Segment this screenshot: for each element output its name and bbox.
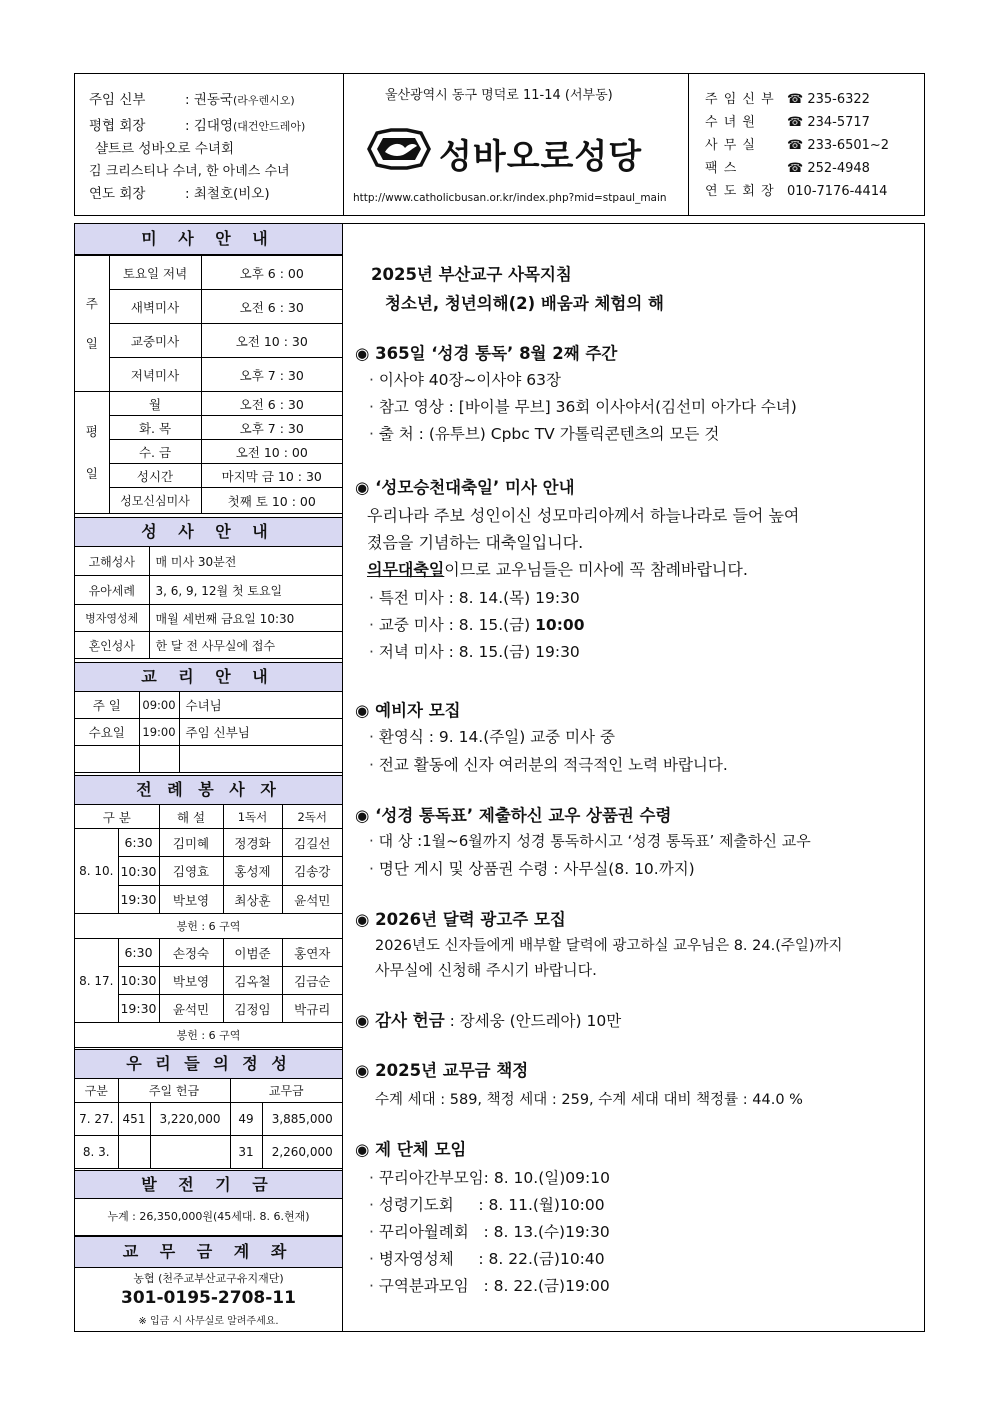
sacrament-table: 고해성사 매 미사 30분전 유아세례 3, 6, 9, 12월 첫 토요일 병자영성체 매월 세번째 금요일 10:30 혼인성사 한 달 전 사무실에 접수	[75, 546, 342, 659]
mass-time: 오전 10 : 30	[201, 324, 342, 358]
sisters-names: 김 크리스티나 수녀, 한 아녜스 수녀	[89, 164, 290, 179]
group-meeting: · 꾸리아간부모임: 8. 10.(일)09:10	[369, 1169, 610, 1187]
info-sidebar	[74, 223, 343, 1332]
mass-name: 교중미사	[109, 324, 201, 358]
ministers-table: 구 분 해 설 1독서 2독서 8. 10. 6:30 김미혜 정경화 김길선 10:30 김영효 홍성제 김송강 19:30 박보영 최상훈 윤석민 봉헌 : 6 구역 8. 17. 6:30 손정숙 이범준 홍연자 10:30 박보영 김옥철 김금순 19:30 윤석민 김정임 박규리 봉헌 : 6 구역	[75, 804, 342, 1048]
elder-label: 연도 회장	[89, 186, 146, 202]
announcements	[343, 223, 925, 1332]
bible-line: · 출 처 : (유투브) Cpbc TV 가톨릭콘텐츠의 모든 것	[369, 425, 720, 443]
offering-district: 봉헌 : 6 구역	[75, 914, 342, 939]
calendar-heading: ◉ 2026년 달력 광고주 모집	[355, 910, 566, 929]
mass-name: 성시간	[109, 464, 201, 488]
catechumen-heading: ◉ 예비자 모집	[355, 701, 461, 720]
account-bank: 농협 (천주교부산교구유지재단)	[133, 1272, 284, 1285]
ministers-section-title: 전 례 봉 사 자	[75, 775, 342, 805]
colon: :	[185, 186, 190, 202]
weekday-label: 평 일	[75, 392, 109, 514]
group-meeting: · 성령기도회 : 8. 11.(월)10:00	[369, 1196, 605, 1214]
catechumen-line: · 전교 활동에 신자 여러분의 적극적인 노력 바랍니다.	[369, 756, 728, 774]
calendar-description: 사무실에 신청해 주시기 바랍니다.	[375, 961, 597, 979]
marker-icon: ◉	[355, 701, 370, 720]
contact-fax: 팩 스 ☎ 252-4948	[705, 161, 870, 176]
colon: :	[185, 92, 190, 108]
mass-time: 오후 6 : 00	[201, 256, 342, 290]
mass-section-title: 미 사 안 내	[75, 224, 342, 255]
group-meeting: · 꾸리아월례회 : 8. 13.(수)19:30	[369, 1223, 610, 1241]
church-logo-icon	[361, 126, 437, 176]
mass-time: 오후 7 : 30	[201, 416, 342, 440]
mass-table	[75, 255, 342, 514]
mass-name: 수. 금	[109, 440, 201, 464]
marker-icon: ◉	[355, 478, 370, 497]
contact-elder: 연 도 회 장 010-7176-4414	[705, 184, 888, 199]
mass-name: 화. 목	[109, 416, 201, 440]
pastoral-guideline-subtitle: 청소년, 청년의해(2) 배움과 체험의 해	[385, 294, 664, 313]
pastor-note: (라우렌시오)	[232, 94, 295, 107]
assumption-mass-line: · 특전 미사 : 8. 14.(목) 19:30	[369, 589, 580, 607]
elder-line	[89, 182, 270, 202]
development-fund-total: 누계 : 26,350,000원(45세대. 8. 6.현재)	[75, 1198, 342, 1236]
church-name: 성바오로성당	[439, 137, 643, 177]
mass-time: 오후 7 : 30	[201, 358, 342, 392]
bible-reading-heading: ◉ 365일 ‘성경 통독’ 8월 2째 주간	[355, 344, 618, 363]
sacrament-section-title: 성 사 안 내	[75, 517, 342, 547]
sisters-congregation: 샬트르 성바오로 수녀회	[95, 141, 234, 157]
colon: :	[185, 118, 190, 134]
voucher-line: · 대 상 :1월~6월까지 성경 통독하시고 ‘성경 통독표’ 제출하신 교우	[369, 832, 811, 850]
minister-date: 8. 17.	[75, 939, 118, 1023]
catechism-section-title: 교 리 안 내	[75, 662, 342, 692]
bible-line: · 참고 영상 : [바이블 무브] 36회 이사야서(김선미 아가다 수녀)	[369, 398, 797, 416]
council-note: (대건안드레아)	[232, 120, 306, 133]
council-line	[89, 114, 305, 134]
voucher-line: · 명단 게시 및 상품권 수령 : 사무실(8. 10.까지)	[369, 860, 695, 878]
mass-name: 저녁미사	[109, 358, 201, 392]
pastor-line	[89, 88, 295, 108]
contact-list	[689, 74, 925, 215]
calendar-description: 2026년도 신자들에게 배부할 달력에 광고하실 교우님은 8. 24.(주일)까지	[375, 938, 843, 954]
bible-line: · 이사야 40장~이사야 63장	[369, 371, 561, 389]
bulletin-header	[74, 73, 925, 216]
mass-name: 월	[109, 392, 201, 416]
development-section-title: 발 전 기 금	[75, 1170, 342, 1199]
marker-icon: ◉	[355, 1061, 370, 1080]
voucher-heading: ◉ ‘성경 통독표’ 제출하신 교우 상품권 수령	[355, 806, 672, 825]
sunday-label: 주 일	[75, 256, 109, 392]
catechumen-line: · 환영식 : 9. 14.(주일) 교중 미사 중	[369, 728, 615, 746]
assumption-mass-line: · 교중 미사 : 8. 15.(금) 10:00	[369, 616, 585, 634]
mass-time: 오전 6 : 30	[201, 392, 342, 416]
mass-time: 첫째 토 10 : 00	[201, 488, 342, 514]
council-label: 평협 회장	[89, 118, 146, 134]
marker-icon: ◉	[355, 1011, 370, 1030]
pastor-label: 주임 신부	[89, 92, 146, 108]
assumption-description: 우리나라 주보 성인이신 성모마리아께서 하늘나라로 들어 높여	[367, 506, 800, 525]
assumption-obligation: 의무대축일이므로 교우님들은 미사에 꼭 참례바랍니다.	[367, 560, 748, 579]
contact-convent: 수 녀 원 ☎ 234-5717	[705, 115, 870, 130]
account-section-title: 교 무 금 계 좌	[75, 1236, 342, 1268]
elder-name: 최철호(비오)	[193, 186, 270, 202]
account-note: ※ 입금 시 사무실로 알려주세요.	[138, 1316, 279, 1327]
mass-time: 오전 6 : 30	[201, 290, 342, 324]
marker-icon: ◉	[355, 344, 370, 363]
mass-name: 성모신심미사	[109, 488, 201, 514]
mass-name: 새벽미사	[109, 290, 201, 324]
pastor-name: 권동국	[193, 92, 233, 108]
offering-district: 봉헌 : 6 구역	[75, 1023, 342, 1048]
marker-icon: ◉	[355, 1140, 370, 1159]
marker-icon: ◉	[355, 910, 370, 929]
offerings-table: 구분 주일 헌금 교무금 7. 27. 451 3,220,000 49 3,885,000 8. 3. 31 2,260,000	[75, 1078, 342, 1169]
pastoral-guideline-title: 2025년 부산교구 사목지침	[371, 265, 572, 284]
council-name: 김대영	[193, 118, 233, 134]
assumption-mass-line: · 저녁 미사 : 8. 15.(금) 19:30	[369, 643, 580, 661]
assumption-description: 졌음을 기념하는 대축일입니다.	[367, 533, 584, 552]
mass-time: 오전 10 : 00	[201, 440, 342, 464]
contact-pastor: 주 임 신 부 ☎ 235-6322	[705, 92, 870, 107]
account-number: 301-0195-2708-11	[121, 1288, 296, 1308]
mass-time: 마지막 금 10 : 30	[201, 464, 342, 488]
dues-heading: ◉ 2025년 교무금 책정	[355, 1061, 529, 1080]
group-meeting: · 병자영성체 : 8. 22.(금)10:40	[369, 1250, 605, 1268]
groups-heading: ◉ 제 단체 모임	[355, 1140, 467, 1159]
catechism-table: 주 일 09:00 수녀님 수요일 19:00 주임 신부님	[75, 691, 342, 773]
church-url: http://www.catholicbusan.or.kr/index.php?mid=stpaul_main	[353, 192, 667, 204]
marker-icon: ◉	[355, 806, 370, 825]
offerings-section-title: 우 리 들 의 정 성	[75, 1049, 342, 1079]
mass-name: 토요일 저녁	[109, 256, 201, 290]
thanks-offering: ◉ 감사 헌금 : 장세웅 (안드레아) 10만	[355, 1011, 622, 1030]
minister-date: 8. 10.	[75, 829, 118, 914]
group-meeting: · 구역분과모임 : 8. 22.(금)19:00	[369, 1277, 610, 1295]
church-address: 울산광역시 동구 명덕로 11-14 (서부동)	[385, 88, 613, 103]
church-branding	[343, 74, 689, 215]
contact-office: 사 무 실 ☎ 233-6501~2	[705, 138, 890, 153]
assumption-heading: ◉ ‘성모승천대축일’ 미사 안내	[355, 478, 575, 497]
dues-stats: 수계 세대 : 589, 책정 세대 : 259, 수계 세대 대비 책정률 : 44.0 %	[375, 1092, 803, 1108]
clergy-info	[75, 74, 344, 215]
